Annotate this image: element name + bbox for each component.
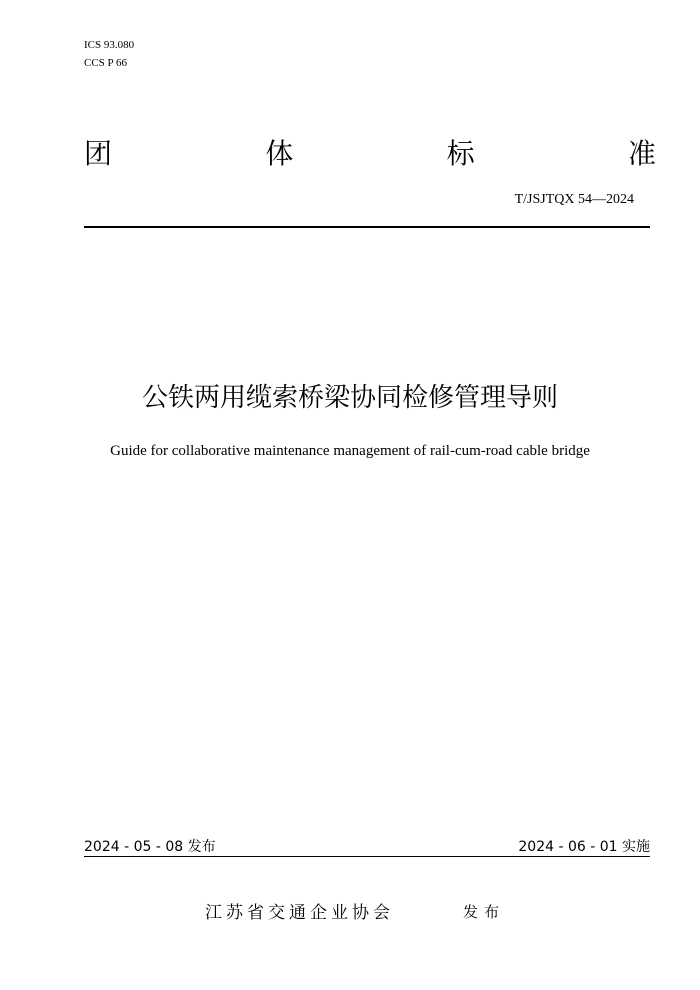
standard-type-char: 团 (84, 137, 113, 170)
issuing-organization: 江苏省交通企业协会 (205, 903, 394, 923)
standard-type-char: 体 (265, 137, 294, 170)
ics-code: ICS 93.080 (84, 39, 135, 51)
standard-number: T/JSJTQX 54—2024 (514, 192, 634, 207)
issue-label: 发布 (463, 903, 506, 921)
standard-type-char: 标 (446, 137, 475, 170)
standard-type-heading (84, 136, 656, 172)
header-divider (84, 226, 650, 228)
document-title-english: Guide for collaborative maintenance management of rail-cum-road cable bridge (110, 443, 590, 459)
footer-divider (84, 856, 650, 857)
implementation-date: 2024 - 06 - 01 实施 (518, 839, 650, 855)
standard-type-char: 准 (627, 137, 656, 170)
issue-date: 2024 - 05 - 08 发布 (84, 839, 216, 855)
classification-codes (84, 36, 134, 72)
ccs-code: CCS P 66 (84, 57, 128, 69)
document-title-chinese: 公铁两用缆索桥梁协同检修管理导则 (141, 383, 558, 413)
